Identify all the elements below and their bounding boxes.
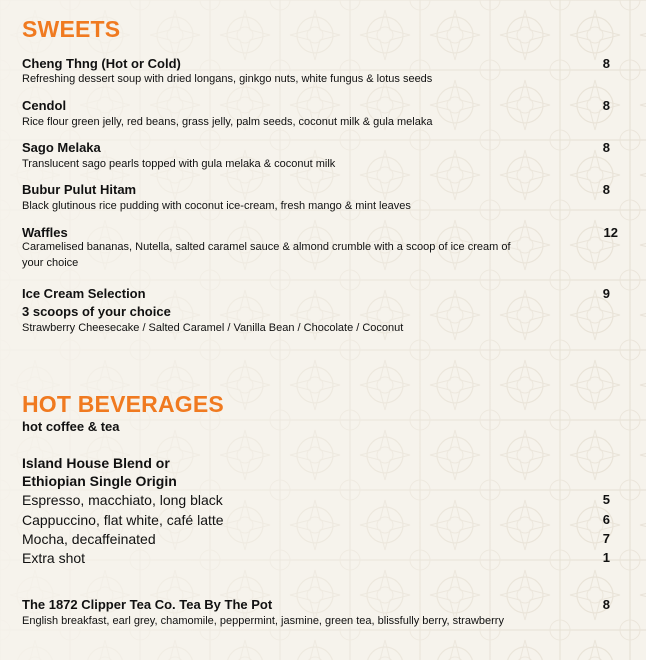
menu-item-description: Translucent sago pearls topped with gula melaka & coconut milk — [22, 158, 336, 170]
menu-item-name: Cendol — [22, 98, 67, 113]
menu-item-description: Refreshing dessert soup with dried longans, ginkgo nuts, white fungus & lotus seeds — [22, 73, 433, 85]
tea-item-name: The 1872 Clipper Tea Co. Tea By The Pot — [22, 597, 273, 612]
menu-item-subname: 3 scoops of your choice — [22, 304, 171, 319]
coffee-item-price: 6 — [602, 512, 610, 527]
coffee-item-price: 5 — [602, 492, 610, 507]
menu-item-description: Rice flour green jelly, red beans, grass jelly, palm seeds, coconut milk & gula melaka — [22, 116, 433, 128]
menu-item-name: Bubur Pulut Hitam — [22, 182, 137, 197]
coffee-blend-name: Island House Blend or — [22, 455, 170, 471]
coffee-item-name: Mocha, decaffeinated — [22, 531, 156, 547]
coffee-item-name: Espresso, macchiato, long black — [22, 492, 223, 508]
menu-item-price: 9 — [602, 286, 610, 301]
menu-item-description: Caramelised bananas, Nutella, salted caramel sauce & almond crumble with a scoop of ice cream of your choice — [22, 241, 511, 269]
menu-item-price: 8 — [602, 182, 610, 197]
menu-item-name: Cheng Thng (Hot or Cold) — [22, 56, 181, 71]
menu-item-price: 12 — [603, 225, 618, 240]
coffee-item-name: Cappuccino, flat white, café latte — [22, 512, 224, 528]
coffee-blend-name: Ethiopian Single Origin — [22, 473, 177, 489]
tea-item-description: English breakfast, earl grey, chamomile, peppermint, jasmine, green tea, blissfully berry, strawberry — [22, 615, 504, 627]
menu-item-name: Ice Cream Selection — [22, 286, 146, 301]
sweets-heading: SWEETS — [22, 16, 121, 42]
tea-item-price: 8 — [602, 597, 610, 612]
coffee-item-price: 1 — [602, 550, 610, 565]
menu-item-price: 8 — [602, 140, 610, 155]
menu-item-price: 8 — [602, 56, 610, 71]
hot-beverages-heading: HOT BEVERAGES — [22, 391, 224, 417]
menu-item-name: Waffles — [22, 225, 68, 240]
menu-item-price: 8 — [602, 98, 610, 113]
coffee-item-name: Extra shot — [22, 550, 86, 566]
coffee-item-price: 7 — [602, 531, 610, 546]
menu-item-description: Strawberry Cheesecake / Salted Caramel / Vanilla Bean / Chocolate / Coconut — [22, 322, 404, 334]
menu-item-description: Black glutinous rice pudding with coconut ice-cream, fresh mango & mint leaves — [22, 200, 411, 212]
menu-item-name: Sago Melaka — [22, 140, 101, 155]
hot-beverages-subtitle: hot coffee & tea — [22, 419, 120, 434]
